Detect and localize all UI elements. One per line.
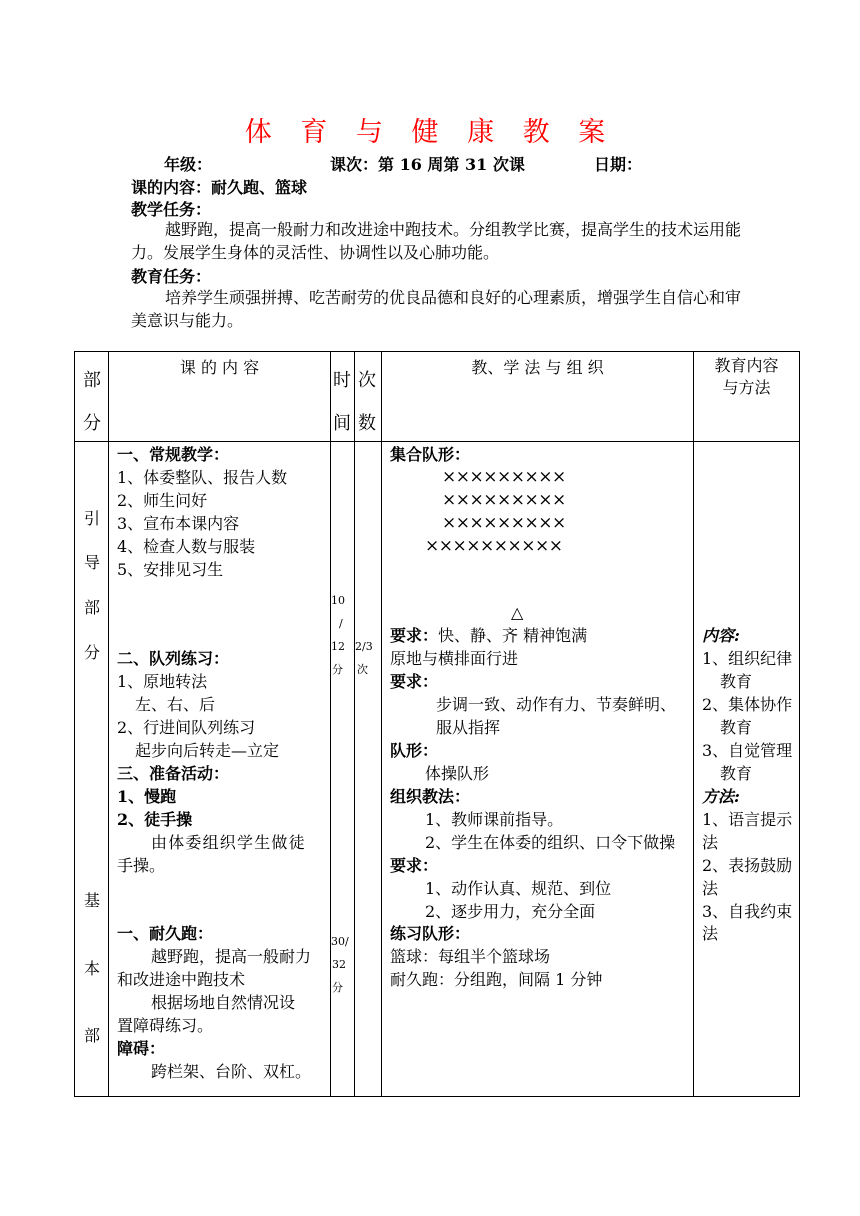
part-label: 引 [84,509,101,528]
edu-line: 法 [702,879,719,898]
edu-heading: 内容: [702,626,740,645]
section-heading: 二、队列练习： [117,649,230,668]
formation-row: ×××××××××× [425,536,563,556]
time-value: / [339,617,343,630]
description-line: 和改进途中跑技术 [117,970,246,989]
method-column [382,442,694,1097]
requirement-line: 步调一致、动作有力、节奏鲜明、 [436,695,677,714]
header-content [109,352,331,442]
section-heading: 队形： [390,741,439,760]
description-line: 跨栏架、台阶、双杠。 [151,1062,312,1081]
time-value: 30/ [331,935,349,948]
lesson-label: 课次：第 16 周第 31 次课 [330,155,525,174]
list-item: 3、宣布本课内容 [117,514,240,533]
formation-row: ××××××××× [442,490,566,510]
edu-line: 2、表扬鼓励 [702,856,793,875]
list-item: 5、安排见习生 [117,560,224,579]
requirement-heading: 要求： [390,672,439,691]
practice-line: 耐久跑：分组跑，间隔 1 分钟 [390,970,603,989]
section-heading: 练习队形： [390,924,471,943]
table-header-row [75,352,800,442]
lesson-plan-table [74,351,800,1097]
list-item: 1、原地转法 [117,672,208,691]
list-item: 左、右、后 [135,695,216,714]
time-value: 12 [331,640,345,653]
lesson-content-line: 课的内容：耐久跑、篮球 [131,178,308,197]
count-value: 2/3 [355,640,373,653]
teaching-task-text: 越野跑，提高一般耐力和改进途中跑技术。分组教学比赛，提高学生的技术运用能力。发展学生身体的灵活性、协调性以及心肺功能。 [131,220,742,262]
part-label: 部 [84,598,101,617]
list-item: 1、体委整队、报告人数 [117,468,288,487]
formation-row: ××××××××× [442,513,566,533]
teacher-marker: △ [511,603,524,622]
edu-line: 法 [702,833,719,852]
header-time-char-2: 间 [333,413,351,434]
requirement-line: 服从指挥 [436,718,501,737]
part-label: 部 [84,1026,101,1045]
header-count [355,352,382,442]
edu-line: 1、组织纪律 [702,649,793,668]
table-body-row [75,442,800,1097]
method-line: 2、学生在体委的组织、口令下做操 [425,833,676,852]
section-heading: 组织教法： [390,787,471,806]
part-label: 基 [84,891,101,910]
part-column [75,442,109,1097]
part-label: 分 [84,643,101,662]
section-heading: 集合队形： [390,445,471,464]
header-method [382,352,694,442]
edu-line: 2、集体协作 [702,695,793,714]
header-part-char-2: 分 [83,413,101,434]
content-column [109,442,331,1097]
edu-line: 3、自觉管理 [702,741,793,760]
count-value: 次 [357,663,368,676]
header-time-char-1: 时 [333,370,351,391]
header-count-char-2: 数 [358,413,376,434]
part-label: 导 [84,553,101,572]
header-method-label: 教、学 法 与 组 织 [471,358,604,377]
edu-line: 法 [702,924,719,943]
list-item: 2、徒手操 [117,810,193,829]
header-part [75,352,109,442]
education-task-heading: 教育任务： [131,267,212,286]
date-label: 日期： [594,155,643,174]
header-edu-line-1: 教育内容 [714,356,779,375]
section-heading: 一、耐久跑： [117,924,214,943]
requirement-line: 1、动作认真、规范、到位 [425,879,612,898]
list-item: 2、行进间队列练习 [117,718,256,737]
time-value: 分 [332,663,343,676]
section-heading: 三、准备活动： [117,764,230,783]
practice-line: 篮球：每组半个篮球场 [390,947,551,966]
part-label: 本 [84,959,101,978]
list-item: 起步向后转走—立定 [135,741,280,760]
page-title: 体 育 与 健 康 教 案 [244,117,616,148]
description-line: 越野跑，提高一般耐力 [151,947,312,966]
edu-line: 教育 [720,718,753,737]
count-column [355,442,382,1097]
header-edu [694,352,800,442]
formation-text: 体操队形 [425,764,490,783]
requirement-text: 快、静、齐 精神饱满 [438,626,588,645]
requirement-line: 2、逐步用力，充分全面 [425,902,596,921]
edu-line: 1、语言提示 [702,810,793,829]
time-value: 10 [331,594,345,607]
description-line: 手操。 [117,856,166,875]
header-part-char-1: 部 [83,370,101,391]
edu-column [694,442,800,1097]
grade-label: 年级： [164,155,213,174]
time-value: 32 [332,958,346,971]
time-column [331,442,355,1097]
list-item: 4、检查人数与服装 [117,537,256,556]
teaching-task-heading: 教学任务： [131,200,212,219]
march-text: 原地与横排面行进 [390,649,519,668]
header-edu-line-2: 与方法 [722,378,771,397]
edu-line: 教育 [720,672,753,691]
edu-line: 教育 [720,764,753,783]
section-heading: 障碍： [117,1039,166,1058]
section-heading: 一、常规教学： [117,445,230,464]
time-value: 分 [332,981,343,994]
requirement-heading: 要求： [390,626,439,645]
formation-row: ××××××××× [442,467,566,487]
header-time [331,352,355,442]
education-task-text: 培养学生顽强拼搏、吃苦耐劳的优良品德和良好的心理素质，增强学生自信心和审美意识与能力。 [131,288,742,330]
description-line: 置障碍练习。 [117,1016,214,1035]
edu-heading: 方法: [702,787,740,806]
method-line: 1、教师课前指导。 [425,810,564,829]
description-line: 根据场地自然情况设 [151,993,296,1012]
header-content-label: 课 的 内 容 [179,358,260,377]
edu-line: 3、自我约束 [702,902,793,921]
header-count-char-1: 次 [358,370,376,391]
list-item: 2、师生问好 [117,491,208,510]
description-line: 由体委组织学生做徒 [151,833,306,852]
requirement-heading: 要求： [390,856,439,875]
list-item: 1、慢跑 [117,787,177,806]
